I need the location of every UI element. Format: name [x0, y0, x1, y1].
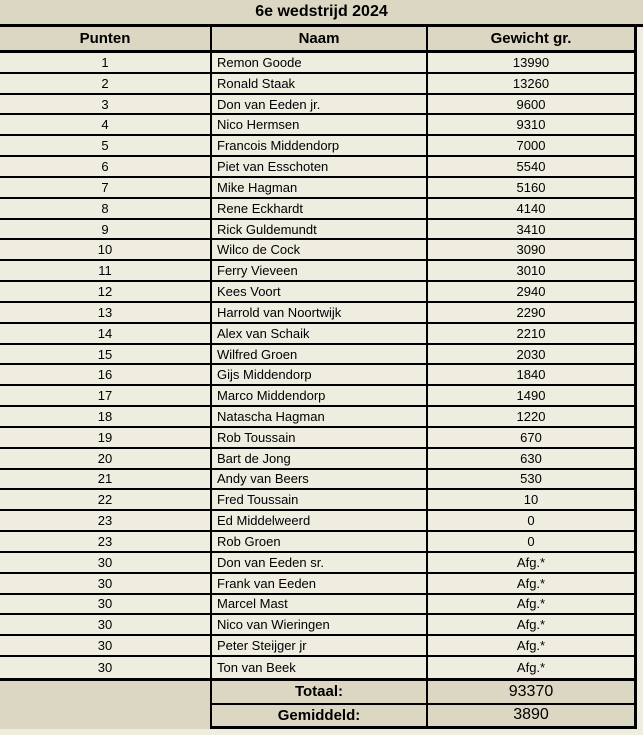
naam-cell: Wilfred Groen: [212, 345, 428, 364]
gewicht-cell: 530: [428, 470, 637, 489]
table-row: [0, 303, 637, 324]
header-gewicht: Gewicht gr.: [428, 27, 637, 50]
table-row: [0, 324, 637, 345]
table-row: [0, 470, 637, 491]
naam-cell: Ferry Vieveen: [212, 261, 428, 280]
punten-cell: 22: [0, 490, 212, 509]
table-row: [0, 365, 637, 386]
gewicht-cell: 13990: [428, 53, 637, 72]
gewicht-cell: Afg.*: [428, 636, 637, 655]
gewicht-cell: 1840: [428, 365, 637, 384]
gewicht-cell: 630: [428, 449, 637, 468]
gewicht-cell: 9600: [428, 95, 637, 114]
punten-cell: 5: [0, 136, 212, 155]
total-value: 93370: [428, 681, 637, 705]
punten-cell: 12: [0, 282, 212, 301]
gewicht-cell: 1220: [428, 407, 637, 426]
table-row: [0, 636, 637, 657]
table-row: [0, 282, 637, 303]
punten-cell: 4: [0, 115, 212, 134]
punten-cell: 18: [0, 407, 212, 426]
table-row: [0, 240, 637, 261]
table-row: [0, 532, 637, 553]
table-footer: [0, 678, 637, 729]
table-row: [0, 490, 637, 511]
punten-cell: 30: [0, 615, 212, 634]
gewicht-cell: Afg.*: [428, 657, 637, 678]
table-row: [0, 74, 637, 95]
punten-cell: 23: [0, 511, 212, 530]
punten-cell: 20: [0, 449, 212, 468]
gewicht-cell: Afg.*: [428, 553, 637, 572]
table-row: [0, 553, 637, 574]
naam-cell: Rene Eckhardt: [212, 199, 428, 218]
naam-cell: Marcel Mast: [212, 595, 428, 614]
naam-cell: Nico Hermsen: [212, 115, 428, 134]
gewicht-cell: 2290: [428, 303, 637, 322]
naam-cell: Rob Groen: [212, 532, 428, 551]
naam-cell: Don van Eeden jr.: [212, 95, 428, 114]
gewicht-cell: Afg.*: [428, 615, 637, 634]
average-label: Gemiddeld:: [212, 705, 428, 729]
punten-cell: 8: [0, 199, 212, 218]
naam-cell: Wilco de Cock: [212, 240, 428, 259]
table-row: [0, 115, 637, 136]
table-row: [0, 95, 637, 116]
punten-cell: 3: [0, 95, 212, 114]
page-title: 6e wedstrijd 2024: [0, 0, 643, 27]
punten-cell: 11: [0, 261, 212, 280]
gewicht-cell: Afg.*: [428, 574, 637, 593]
gewicht-cell: 2940: [428, 282, 637, 301]
naam-cell: Bart de Jong: [212, 449, 428, 468]
table-row: [0, 386, 637, 407]
naam-cell: Natascha Hagman: [212, 407, 428, 426]
gewicht-cell: 13260: [428, 74, 637, 93]
table-row: [0, 136, 637, 157]
table-row: [0, 657, 637, 678]
table-row: [0, 261, 637, 282]
naam-cell: Ton van Beek: [212, 657, 428, 678]
naam-cell: Don van Eeden sr.: [212, 553, 428, 572]
naam-cell: Rick Guldemundt: [212, 220, 428, 239]
punten-cell: 17: [0, 386, 212, 405]
table-row: [0, 428, 637, 449]
punten-cell: 30: [0, 636, 212, 655]
naam-cell: Piet van Esschoten: [212, 157, 428, 176]
naam-cell: Rob Toussain: [212, 428, 428, 447]
punten-cell: 2: [0, 74, 212, 93]
naam-cell: Ronald Staak: [212, 74, 428, 93]
naam-cell: Ed Middelweerd: [212, 511, 428, 530]
table-row: [0, 53, 637, 74]
naam-cell: Andy van Beers: [212, 470, 428, 489]
naam-cell: Nico van Wieringen: [212, 615, 428, 634]
naam-cell: Mike Hagman: [212, 178, 428, 197]
gewicht-cell: 4140: [428, 199, 637, 218]
total-label: Totaal:: [212, 681, 428, 705]
footer-spacer-cell: [0, 681, 212, 729]
punten-cell: 10: [0, 240, 212, 259]
gewicht-cell: 5160: [428, 178, 637, 197]
gewicht-cell: 3410: [428, 220, 637, 239]
table-row: [0, 345, 637, 366]
punten-cell: 1: [0, 53, 212, 72]
table-row: [0, 574, 637, 595]
naam-cell: Fred Toussain: [212, 490, 428, 509]
punten-cell: 9: [0, 220, 212, 239]
table-body: [0, 53, 643, 678]
punten-cell: 30: [0, 595, 212, 614]
punten-cell: 16: [0, 365, 212, 384]
naam-cell: Kees Voort: [212, 282, 428, 301]
gewicht-cell: 7000: [428, 136, 637, 155]
table-row: [0, 178, 637, 199]
punten-cell: 19: [0, 428, 212, 447]
table-row: [0, 220, 637, 241]
gewicht-cell: Afg.*: [428, 595, 637, 614]
punten-cell: 13: [0, 303, 212, 322]
table-row: [0, 157, 637, 178]
naam-cell: Peter Steijger jr: [212, 636, 428, 655]
naam-cell: Marco Middendorp: [212, 386, 428, 405]
table-row: [0, 407, 637, 428]
gewicht-cell: 2210: [428, 324, 637, 343]
gewicht-cell: 3090: [428, 240, 637, 259]
punten-cell: 30: [0, 553, 212, 572]
punten-cell: 23: [0, 532, 212, 551]
table-header-row: [0, 27, 637, 53]
naam-cell: Alex van Schaik: [212, 324, 428, 343]
gewicht-cell: 0: [428, 511, 637, 530]
header-punten: Punten: [0, 27, 212, 50]
naam-cell: Remon Goode: [212, 53, 428, 72]
gewicht-cell: 670: [428, 428, 637, 447]
punten-cell: 7: [0, 178, 212, 197]
gewicht-cell: 10: [428, 490, 637, 509]
punten-cell: 15: [0, 345, 212, 364]
gewicht-cell: 1490: [428, 386, 637, 405]
table-row: [0, 511, 637, 532]
punten-cell: 14: [0, 324, 212, 343]
average-value: 3890: [428, 705, 637, 729]
header-naam: Naam: [212, 27, 428, 50]
punten-cell: 30: [0, 574, 212, 593]
gewicht-cell: 0: [428, 532, 637, 551]
gewicht-cell: 5540: [428, 157, 637, 176]
table-row: [0, 449, 637, 470]
table-row: [0, 199, 637, 220]
gewicht-cell: 9310: [428, 115, 637, 134]
punten-cell: 30: [0, 657, 212, 678]
table-row: [0, 615, 637, 636]
table-row: [0, 595, 637, 616]
gewicht-cell: 3010: [428, 261, 637, 280]
naam-cell: Francois Middendorp: [212, 136, 428, 155]
punten-cell: 21: [0, 470, 212, 489]
naam-cell: Frank van Eeden: [212, 574, 428, 593]
naam-cell: Gijs Middendorp: [212, 365, 428, 384]
naam-cell: Harrold van Noortwijk: [212, 303, 428, 322]
punten-cell: 6: [0, 157, 212, 176]
gewicht-cell: 2030: [428, 345, 637, 364]
